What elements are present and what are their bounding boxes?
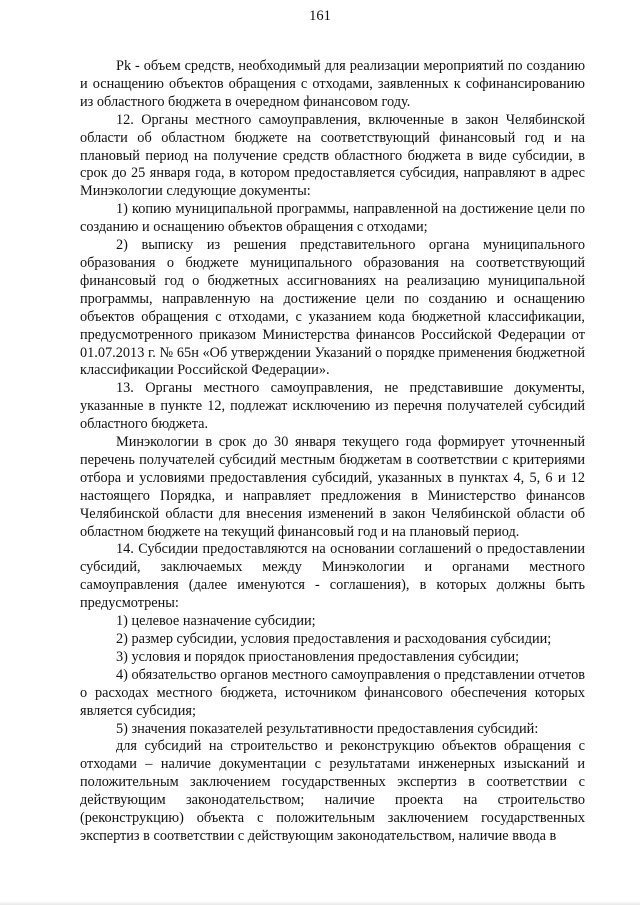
paragraph-agreement-5: 5) значения показателей результативности предоставления субсидий: [116, 720, 539, 737]
paragraph-item-14: 14. Субсидии предоставляются на основании соглашений о предоставлении субсидий, заключаемых между Минэкологии и органами местного самоуправления (далее именуются - соглашения), в которых должны быть предусмотрены: [80, 541, 585, 612]
paragraph-agreement-4: 4) обязательство органов местного самоуправления о представлении отчетов о расходах местного бюджета, источником финансового обеспечения которых является субсидия; [80, 666, 585, 719]
paragraph-agreement-3: 3) условия и порядок приостановления предоставления субсидии; [116, 648, 520, 665]
page-number: 161 [309, 8, 331, 24]
paragraph-construction-indicators: для субсидий на строительство и реконструкцию объектов обращения с отходами – наличие документации с результатами инженерных изысканий и положительным заключением государственных экспертиз в соответствии с действующим законодательством; наличие проекта на строительство (реконструкцию) объекта с положительным заключением государственных экспертиз в соответствии с действующим законодательством, наличие ввода в [80, 738, 585, 844]
paragraph-item-12: 12. Органы местного самоуправления, включенные в закон Челябинской области об областном бюджете на соответствующий финансовый год и на плановый период на получение средств областного бюджета в виде субсидии, в срок до 25 января года, в котором предоставляется субсидия, направляют в адрес Минэкологии следующие документы: [80, 111, 585, 200]
paragraph-pk-definition: Pk - объем средств, необходимый для реализации мероприятий по созданию и оснащению объектов обращения с отходами, заявленных к софинансированию из областного бюджета в очередном финансовом году. [80, 58, 585, 110]
paragraph-subitem-2: 2) выписку из решения представительного органа муниципального образования о бюджете муниципального образования на соответствующий финансовый год о бюджетных ассигнованиях на реализацию муниципальной программы, направленную на достижение цели по созданию и оснащению объектов обращения с отходами, с указанием кода бюджетной классификации, предусмотренного приказом Министерства финансов Российской Федерации от 01.07.2013 г. № 65н «Об утверждении Указаний о порядке применения бюджетной классификации Российской Федерации». [80, 237, 585, 379]
paragraph-agreement-2: 2) размер субсидии, условия предоставления и расходования субсидии; [116, 631, 552, 647]
paragraph-minecology-list: Минэкологии в срок до 30 января текущего года формирует уточненный перечень получателей субсидий местным бюджетам в соответствии с критериями отбора и условиями предоставления субсидий, указанных в пунктах 4, 5, 6 и 12 настоящего Порядка, и направляет предложения в Министерство финансов Челябинской области для внесения изменений в закон Челябинской области об областном бюджете на текущий финансовый год и на плановый период. [80, 434, 585, 540]
paragraph-agreement-1: 1) целевое назначение субсидии; [116, 613, 316, 630]
scan-edge [0, 901, 640, 905]
document-body [80, 58, 585, 846]
paragraph-item-13: 13. Органы местного самоуправления, не представившие документы, указанные в пункте 12, подлежат исключению из перечня получателей субсидий областного бюджета. [80, 380, 585, 433]
paragraph-subitem-1: 1) копию муниципальной программы, направленной на достижение цели по созданию и оснащению объектов обращения с отходами; [80, 201, 585, 236]
